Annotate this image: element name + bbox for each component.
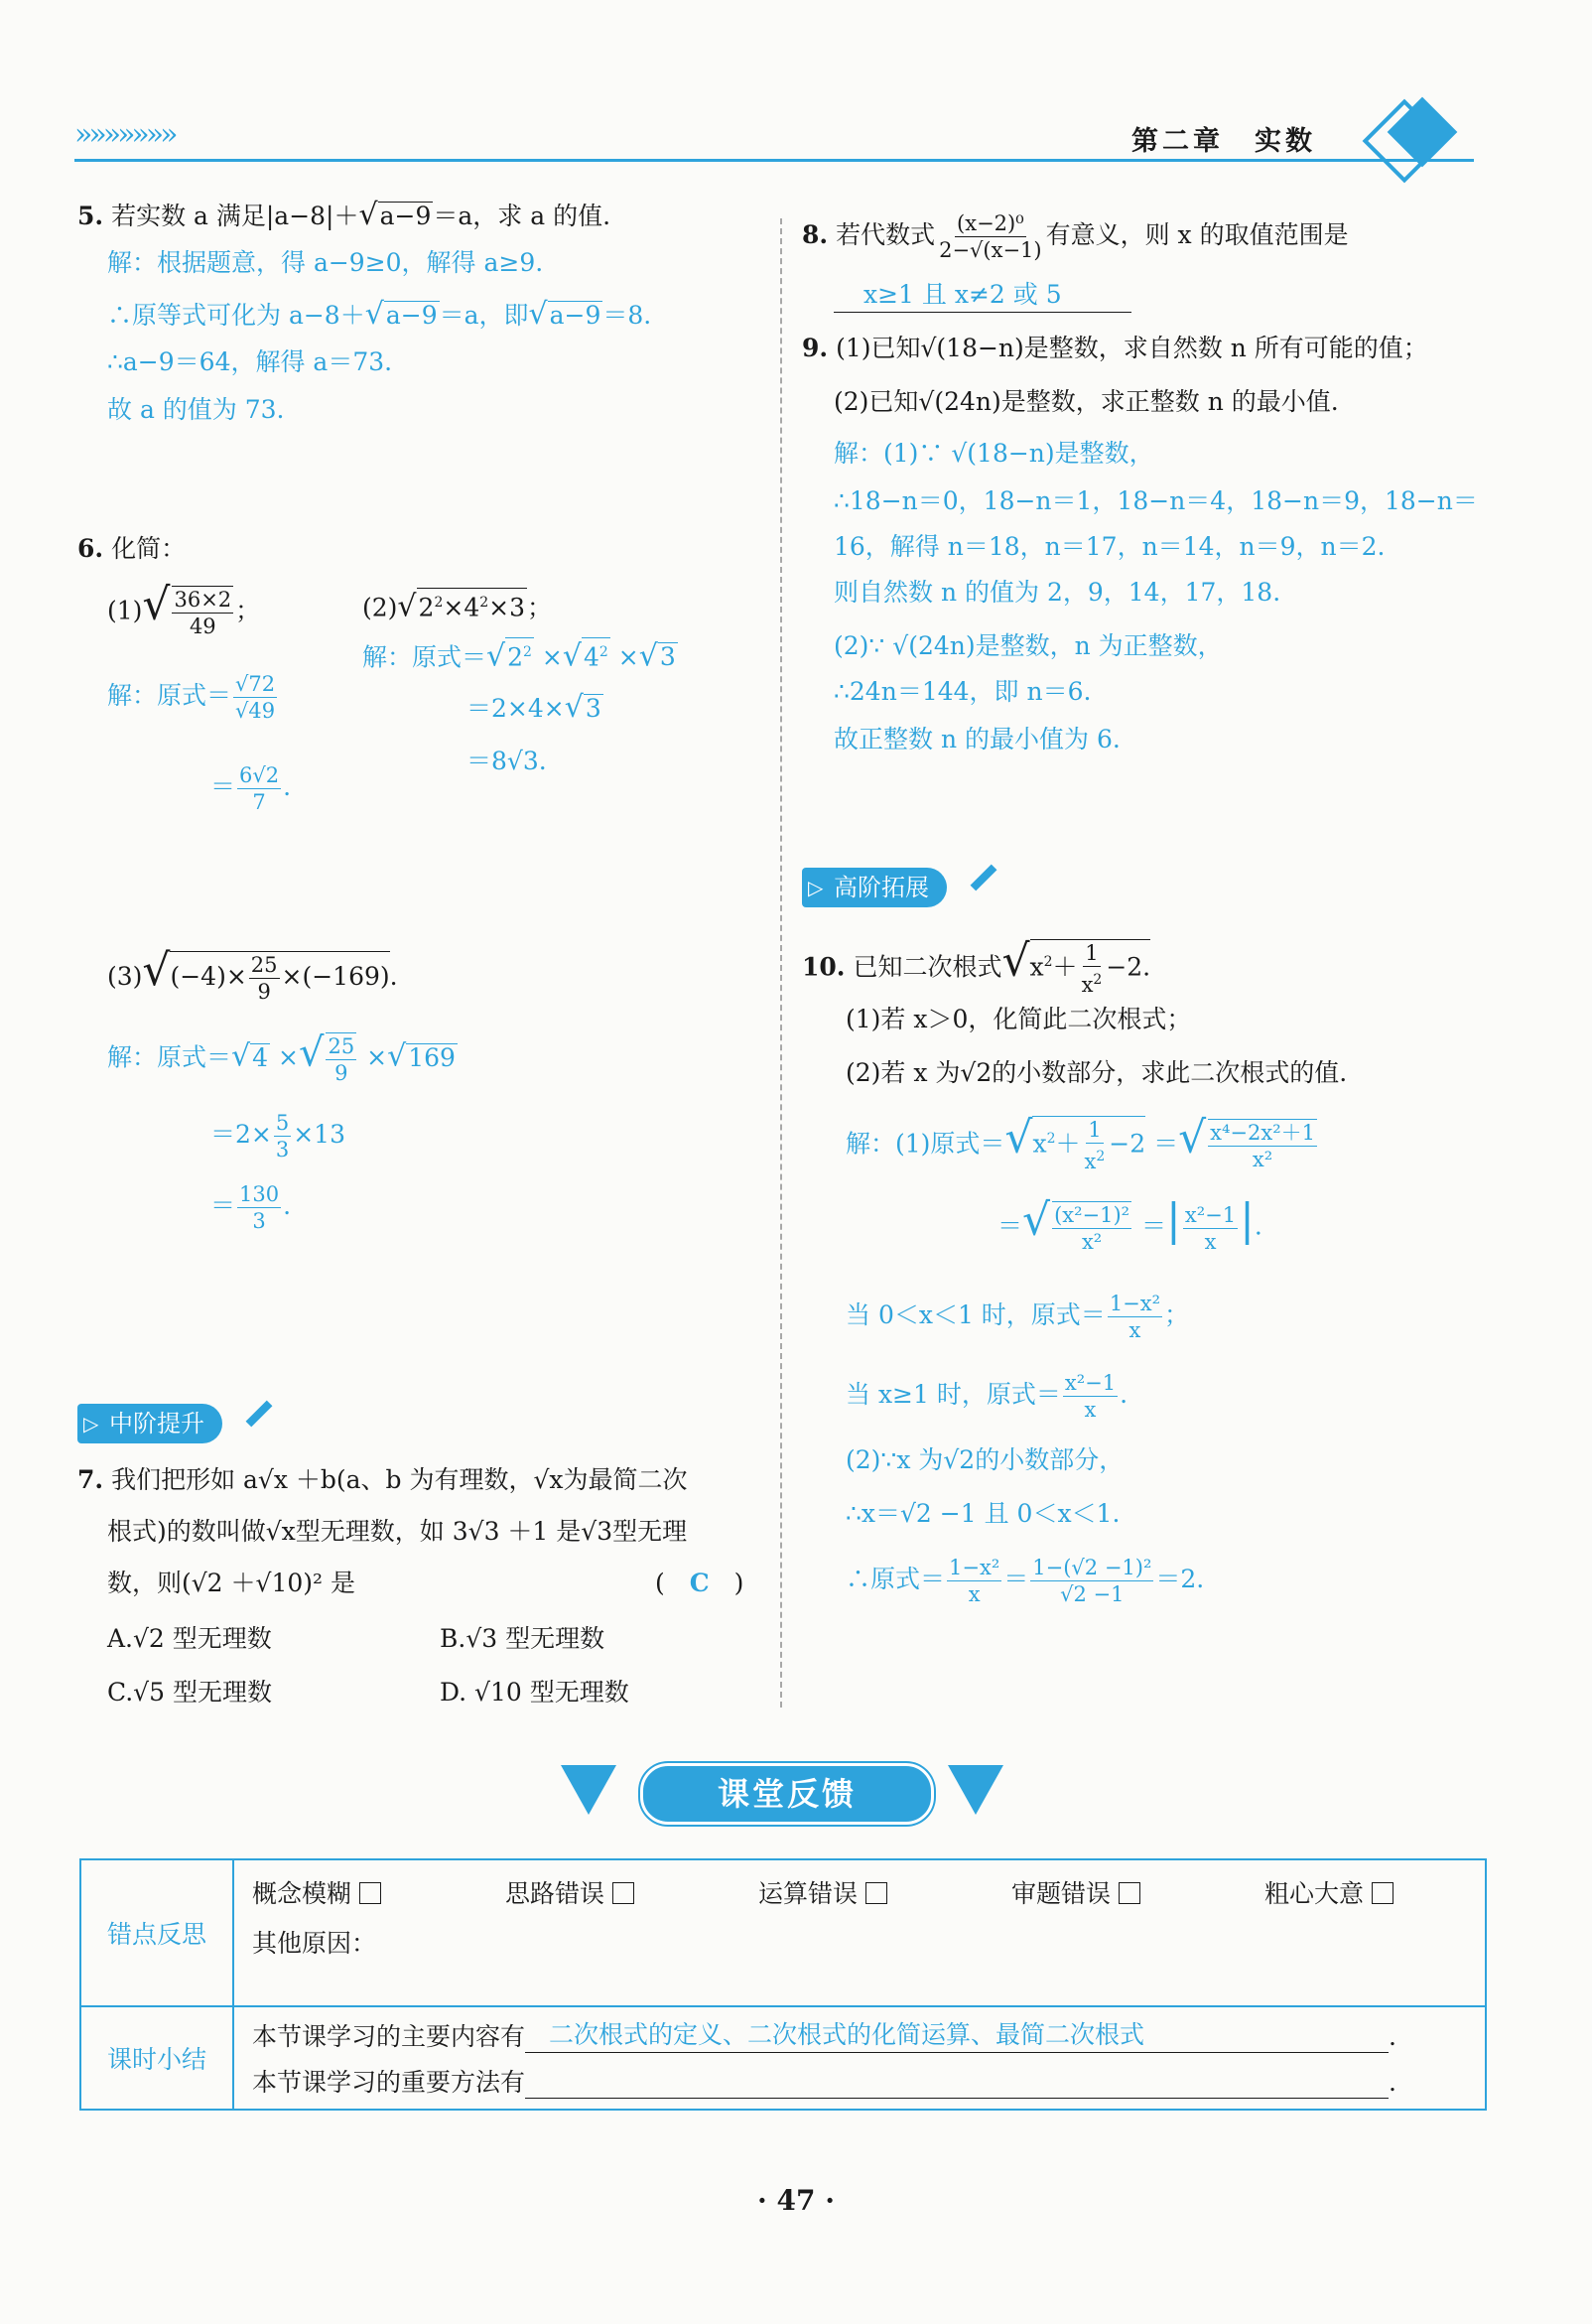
- option-wrong-approach[interactable]: 思路错误: [505, 1874, 634, 1910]
- q10-stem: 10. 已知二次根式$√x^2+$ $\frac{1}{x^2}$ −2.: [802, 935, 1151, 997]
- pencil-icon: [246, 1401, 273, 1428]
- q7-line1: 7. 我们把形如 a√x ＋b(a、b 为有理数，√x为最简二次: [77, 1465, 688, 1494]
- summary-line-2: 本节课学习的重要方法有 .: [252, 2068, 1396, 2097]
- q9-answer-3: 16，解得 n＝18，n＝17，n＝14，n＝9，n＝2.: [834, 532, 1386, 561]
- q6-sol3-a: 解：原式＝√4 ×√ $\frac{25}{9}$ ×√169: [107, 1029, 456, 1085]
- q6-sol3-b: ＝2× $\frac{5}{3}$ ×13: [210, 1111, 345, 1162]
- q8-answer-line: [834, 278, 1131, 313]
- q5-answer-2: ∴原等式可化为 a−8＋√a−9＝a，即√a−9＝8.: [107, 297, 652, 332]
- q9-answer-4: 则自然数 n 的值为 2，9，14，17，18.: [834, 578, 1281, 607]
- q7-answer: C: [689, 1569, 710, 1597]
- column-divider: [780, 218, 782, 1708]
- pencil-icon: [971, 865, 997, 891]
- other-reason: 其他原因：: [252, 1929, 377, 1958]
- row-label-errors: 错点反思: [80, 1859, 233, 2006]
- q8-stem: 8. 若代数式 $\frac{\text{(x−2)⁰}}{2-√(x-1)}$ 有意义，则 x 的取值范围是: [802, 211, 1349, 262]
- q6-sol2-a: 解：原式$=√2^2 \times√4^2 \times√3$: [362, 638, 676, 674]
- q10-sol-5: (2)∵x 为√2的小数部分，: [846, 1445, 1125, 1474]
- badge-mid-level: ▷ 中阶提升: [77, 1404, 222, 1443]
- q10-sol-7: ∴原式＝ $\frac{\text{1−x²}}{x}$ ＝ $\frac{\text{1−(√2 −1)²}}{√2 -1}$ ＝2.: [846, 1556, 1205, 1606]
- q10-sol-3: 当 0＜x＜1 时，原式＝ $\frac{\text{1−x²}}{x}$ ；: [846, 1292, 1190, 1342]
- q7-option-a: A.√2 型无理数: [107, 1624, 272, 1653]
- q9-answer-6: ∴24n＝144，即 n＝6.: [834, 677, 1092, 706]
- checkbox[interactable]: [1119, 1882, 1140, 1904]
- q6-sol2-c: ＝8√3.: [466, 747, 547, 775]
- banner-right-triangle-icon: [948, 1765, 1003, 1815]
- summary-content-answer: 二次根式的定义、二次根式的化简运算、最简二次根式: [549, 2020, 1145, 2049]
- error-options: [252, 1874, 1393, 1910]
- q6-sol1-a: 解：原式＝ $\frac{√72}{√49}$: [107, 672, 276, 723]
- header-arrows-icon: »»»»»»»: [74, 117, 175, 152]
- q7-option-b: B.√3 型无理数: [440, 1624, 605, 1653]
- q9-answer-1: 解：(1)∵ √(18−n)是整数，: [834, 439, 1154, 468]
- page-number: · 47 ·: [757, 2184, 835, 2217]
- q7-line3: 数，则(√2 ＋√10)² 是: [107, 1569, 356, 1597]
- q7-answer-bracket: ( C ): [655, 1569, 744, 1597]
- q9-part1: 9. (1)已知√(18−n)是整数，求自然数 n 所有可能的值；: [802, 334, 1428, 362]
- q6-part1: (1)√ $\frac{36\times 2}{49}$ ；: [107, 579, 261, 638]
- checkbox[interactable]: [612, 1882, 634, 1904]
- header-rule: [74, 159, 1474, 162]
- q8-answer: x≥1 且 x≠2 或 5: [863, 280, 1062, 309]
- q5-answer-1: 解：根据题意，得 a−9≥0，解得 a≥9.: [107, 248, 544, 277]
- option-concept-unclear[interactable]: 概念模糊: [252, 1874, 381, 1910]
- checkbox[interactable]: [359, 1882, 381, 1904]
- q10-sol-6: ∴x＝√2 −1 且 0＜x＜1.: [846, 1499, 1121, 1528]
- q9-answer-5: (2)∵ √(24n)是整数，n 为正整数，: [834, 631, 1223, 660]
- q10-part2: (2)若 x 为√2的小数部分，求此二次根式的值.: [846, 1058, 1348, 1087]
- feedback-banner: 课堂反馈: [640, 1763, 934, 1825]
- q5-stem: 5. 若实数 a 满足|a−8|＋√a−9＝a，求 a 的值.: [77, 198, 611, 232]
- chapter-title: 第二章 实数: [1131, 126, 1316, 157]
- q9-answer-7: 故正整数 n 的最小值为 6.: [834, 725, 1121, 753]
- q10-sol-1: 解：(1)原式$=√x^2+$ $\frac{1}{x^2}$ −2 ＝√ $\frac{\text{x⁴−2x²＋1}}{\text{x²}}$: [846, 1112, 1315, 1173]
- option-careless[interactable]: 粗心大意: [1264, 1874, 1393, 1910]
- checkbox[interactable]: [1372, 1882, 1393, 1904]
- q6-sol3-c: ＝ $\frac{130}{3}$ .: [210, 1182, 292, 1233]
- q7-line2: 根式)的数叫做√x型无理数，如 3√3 ＋1 是√3型无理: [107, 1517, 688, 1546]
- q9-answer-2: ∴18−n＝0，18−n＝1，18−n＝4，18−n＝9，18−n＝: [834, 486, 1478, 515]
- banner-left-triangle-icon: [561, 1765, 616, 1815]
- checkbox[interactable]: [865, 1882, 887, 1904]
- summary-line-1: 本节课学习的主要内容有 二次根式的定义、二次根式的化简运算、最简二次根式 .: [252, 2020, 1396, 2051]
- option-misread[interactable]: 审题错误: [1011, 1874, 1140, 1910]
- q10-part1: (1)若 x＞0，化简此二次根式；: [846, 1005, 1192, 1033]
- q6-title: 6. 化简：: [77, 534, 187, 563]
- q6-part3: (3)√(−4)× $\frac{25}{9}$ ×(−169).: [107, 945, 398, 1004]
- q7-option-c: C.√5 型无理数: [107, 1678, 272, 1707]
- q6-part2: $(2)√2^2\times 4^2\times 3$；: [362, 589, 553, 624]
- q5-answer-3: ∴a−9＝64，解得 a＝73.: [107, 347, 393, 376]
- row-label-summary: 课时小结: [80, 2006, 233, 2110]
- q9-part2: (2)已知√(24n)是整数，求正整数 n 的最小值.: [834, 387, 1339, 416]
- q10-sol-2: ＝√ $\frac{\text{(x²−1)²}}{\text{x²}}$ ＝| $\frac{\text{x²−1}}{x}$ |.: [997, 1194, 1262, 1254]
- q6-sol1-b: ＝ $\frac{6√2}{7}$ .: [210, 763, 292, 814]
- option-calc-error[interactable]: 运算错误: [758, 1874, 887, 1910]
- q6-sol2-b: ＝2×4×√3: [466, 690, 601, 725]
- q5-answer-4: 故 a 的值为 73.: [107, 395, 285, 424]
- badge-high-level: ▷ 高阶拓展: [802, 868, 947, 907]
- feedback-table: [79, 1858, 1487, 2111]
- q7-option-d: D. √10 型无理数: [440, 1678, 629, 1707]
- q10-sol-4: 当 x≥1 时，原式＝ $\frac{\text{x²−1}}{x}$ .: [846, 1371, 1128, 1422]
